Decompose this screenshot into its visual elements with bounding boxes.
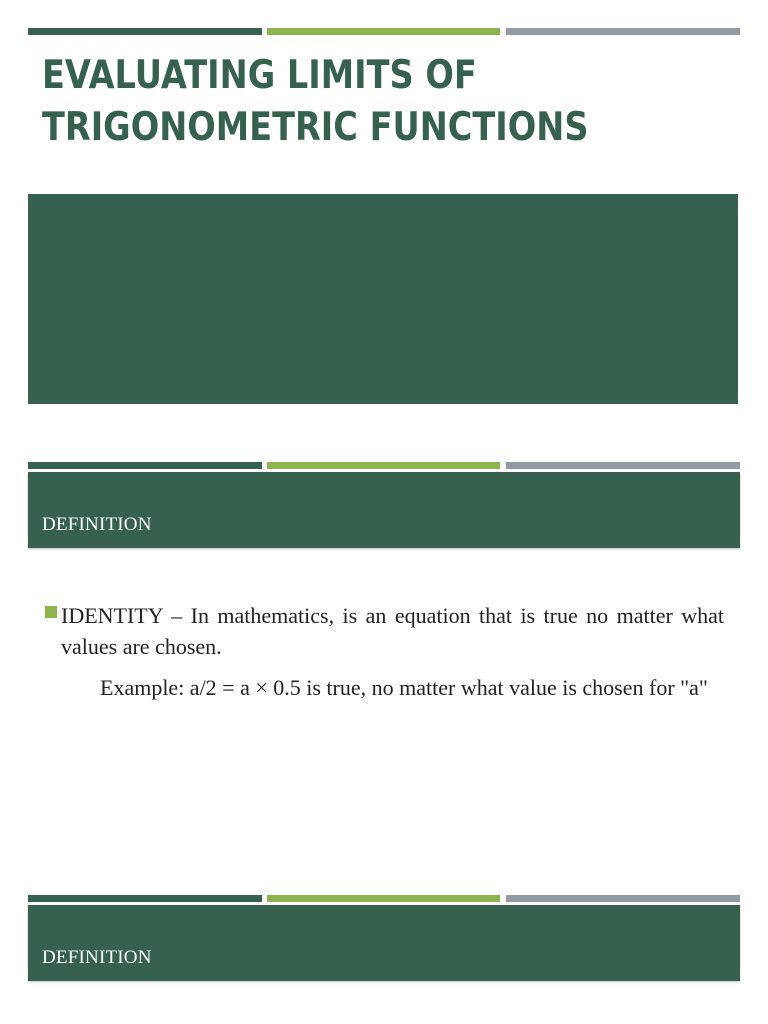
slide2-header-label: DEFINITION <box>42 514 152 535</box>
slide2-header-bar <box>28 472 740 548</box>
stripe-dark-green <box>28 28 262 35</box>
slide3-accent-stripes <box>28 895 740 902</box>
bullet-text: IDENTITY – In mathematics, is an equation that is true no matter what values are chosen. <box>61 603 724 659</box>
stripe-light-green <box>267 462 500 469</box>
bullet-item <box>42 600 724 662</box>
slide2-accent-stripes <box>28 462 740 469</box>
slide2-content <box>42 600 724 703</box>
stripe-gray <box>506 462 740 469</box>
slide3-header-bar <box>28 905 740 981</box>
stripe-light-green <box>267 895 500 902</box>
example-text: Example: a/2 = a × 0.5 is true, no matter what value is chosen for "a" <box>100 675 708 700</box>
slide-title: EVALUATING LIMITS OF TRIGONOMETRIC FUNCTIONS <box>42 53 589 150</box>
stripe-light-green <box>267 28 500 35</box>
stripe-gray <box>506 28 740 35</box>
slide1-accent-stripes <box>28 28 740 35</box>
stripe-dark-green <box>28 462 262 469</box>
stripe-gray <box>506 895 740 902</box>
square-bullet-icon <box>45 606 57 618</box>
stripe-dark-green <box>28 895 262 902</box>
slide3-header-label: DEFINITION <box>42 947 152 968</box>
slide1-green-panel <box>28 194 738 404</box>
